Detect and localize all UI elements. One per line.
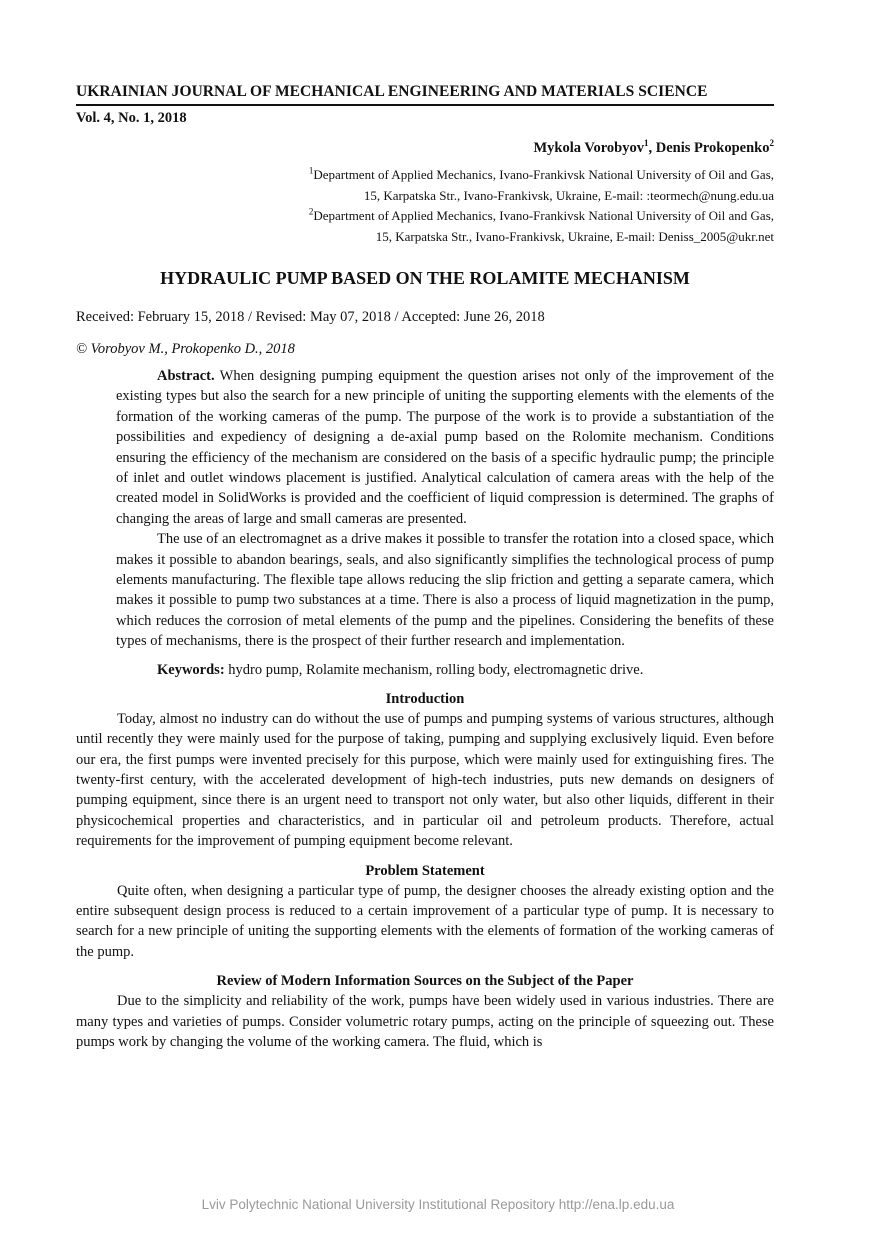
section-heading-review: Review of Modern Information Sources on the Subject of the Paper bbox=[216, 973, 634, 990]
abstract-paragraph-1 bbox=[116, 366, 774, 529]
affiliation-1-line-2: 15, Karpatska Str., Ivano-Frankivsk, Ukraine, E-mail: :teormech@nung.edu.ua bbox=[363, 187, 774, 203]
author-1-affiliation-mark: 1 bbox=[644, 138, 649, 149]
section-heading-introduction: Introduction bbox=[385, 690, 465, 707]
abstract bbox=[116, 366, 774, 652]
author-separator: , bbox=[648, 140, 656, 156]
affiliation-2-mark: 2 bbox=[308, 206, 314, 217]
affiliation-1-line-1 bbox=[76, 165, 774, 186]
journal-volume: Vol. 4, No. 1, 2018 bbox=[76, 110, 187, 126]
paper-page bbox=[76, 82, 774, 1052]
paper-dates: Received: February 15, 2018 / Revised: May 07, 2018 / Accepted: June 26, 2018 bbox=[76, 309, 545, 325]
keywords-text: hydro pump, Rolamite mechanism, rolling body, electromagnetic drive. bbox=[224, 661, 644, 678]
section-text-introduction: Today, almost no industry can do without the use of pumps and pumping systems of various structures, although until recently they were mainly used for the purpose of taking, pumping and supplying exclusively liquid. Even before our era, the first pumps were invented precisely for this purpose, which were mainly used for extinguishing fires. The twenty-first century, with the accelerated development of high-tech industries, puts new demands on designers of pumping equipment, since there is an urgent need to transport not only water, but also other liquids, different in their physicochemical properties and characteristics, and in particular oil and petroleum products. Therefore, actual requirements for the improvement of pumping equipment become relevant. bbox=[76, 710, 774, 850]
paper-title: HYDRAULIC PUMP BASED ON THE ROLAMITE MECHANISM bbox=[160, 268, 690, 288]
abstract-paragraph-2: The use of an electromagnet as a drive makes it possible to transfer the rotation into a closed space, which makes it possible to abandon bearings, seals, and also significantly simplifies the technological process of pump elements manufacturing. The flexible tape allows reducing the slip friction and getting a separate camera, which makes it possible to pump two substances at a time. There is also a process of liquid magnetization in the pump, which reduces the corrosion of metal elements of the pump and the pipelines. Considering the benefits of these types of mechanisms, there is the prospect of their further research and implementation. bbox=[116, 531, 774, 650]
repository-footer: Lviv Polytechnic National University Institutional Repository http://ena.lp.edu.ua bbox=[201, 1197, 675, 1212]
section-heading-problem-statement: Problem Statement bbox=[365, 862, 485, 879]
affiliation-2-department: Department of Applied Mechanics, Ivano-Frankivsk National University of Oil and Gas, bbox=[313, 208, 774, 223]
abstract-label: Abstract. bbox=[157, 368, 215, 384]
section-text-problem-statement: Quite often, when designing a particular type of pump, the designer chooses the already existing option and the entire subsequent design process is reduced to a certain improvement of a particular type of pump. It is necessary to search for a new principle of uniting the supporting elements with the elements of formation of the working cameras of the pump. bbox=[76, 882, 774, 960]
author-2: Denis Prokopenko bbox=[655, 140, 770, 156]
abstract-text-1: When designing pumping equipment the question arises not only of the improvement of the existing types but also the search for a new principle of uniting the supporting elements with the elements of the formation of the working cameras of the pump. The purpose of the work is to provide a substantiation of the possibilities and expediency of designing a de-axial pump based on the Rolomite mechanism. Conditions ensuring the efficiency of the mechanism are considered on the basis of a specific hydraulic pump; the principle of inlet and outlet windows placement is justified. Analytical calculation of camera areas with the help of the created model in SolidWorks is provided and the coefficient of liquid compression is determined. The graphs of changing the areas of large and small cameras are presented. bbox=[116, 368, 774, 527]
keywords bbox=[116, 660, 774, 680]
author-2-affiliation-mark: 2 bbox=[769, 138, 774, 149]
affiliation-2-line-1 bbox=[76, 206, 774, 227]
copyright-line: © Vorobyov M., Prokopenko D., 2018 bbox=[76, 341, 295, 357]
affiliations bbox=[76, 165, 774, 247]
affiliation-1-mark: 1 bbox=[308, 165, 314, 176]
keywords-label: Keywords: bbox=[157, 661, 225, 678]
author-1: Mykola Vorobyov bbox=[533, 140, 644, 156]
affiliation-1-department: Department of Applied Mechanics, Ivano-Frankivsk National University of Oil and Gas, bbox=[313, 167, 774, 182]
authors-line bbox=[76, 138, 774, 158]
section-text-review: Due to the simplicity and reliability of the work, pumps have been widely used in various industries. There are many types and varieties of pumps. Consider volumetric rotary pumps, acting on the principle of squeezing out. These pumps work by changing the volume of the working camera. The fluid, which is bbox=[76, 993, 774, 1050]
affiliation-2-line-2: 15, Karpatska Str., Ivano-Frankivsk, Ukraine, E-mail: Deniss_2005@ukr.net bbox=[375, 228, 774, 244]
journal-title: UKRAINIAN JOURNAL OF MECHANICAL ENGINEERING AND MATERIALS SCIENCE bbox=[76, 82, 774, 106]
